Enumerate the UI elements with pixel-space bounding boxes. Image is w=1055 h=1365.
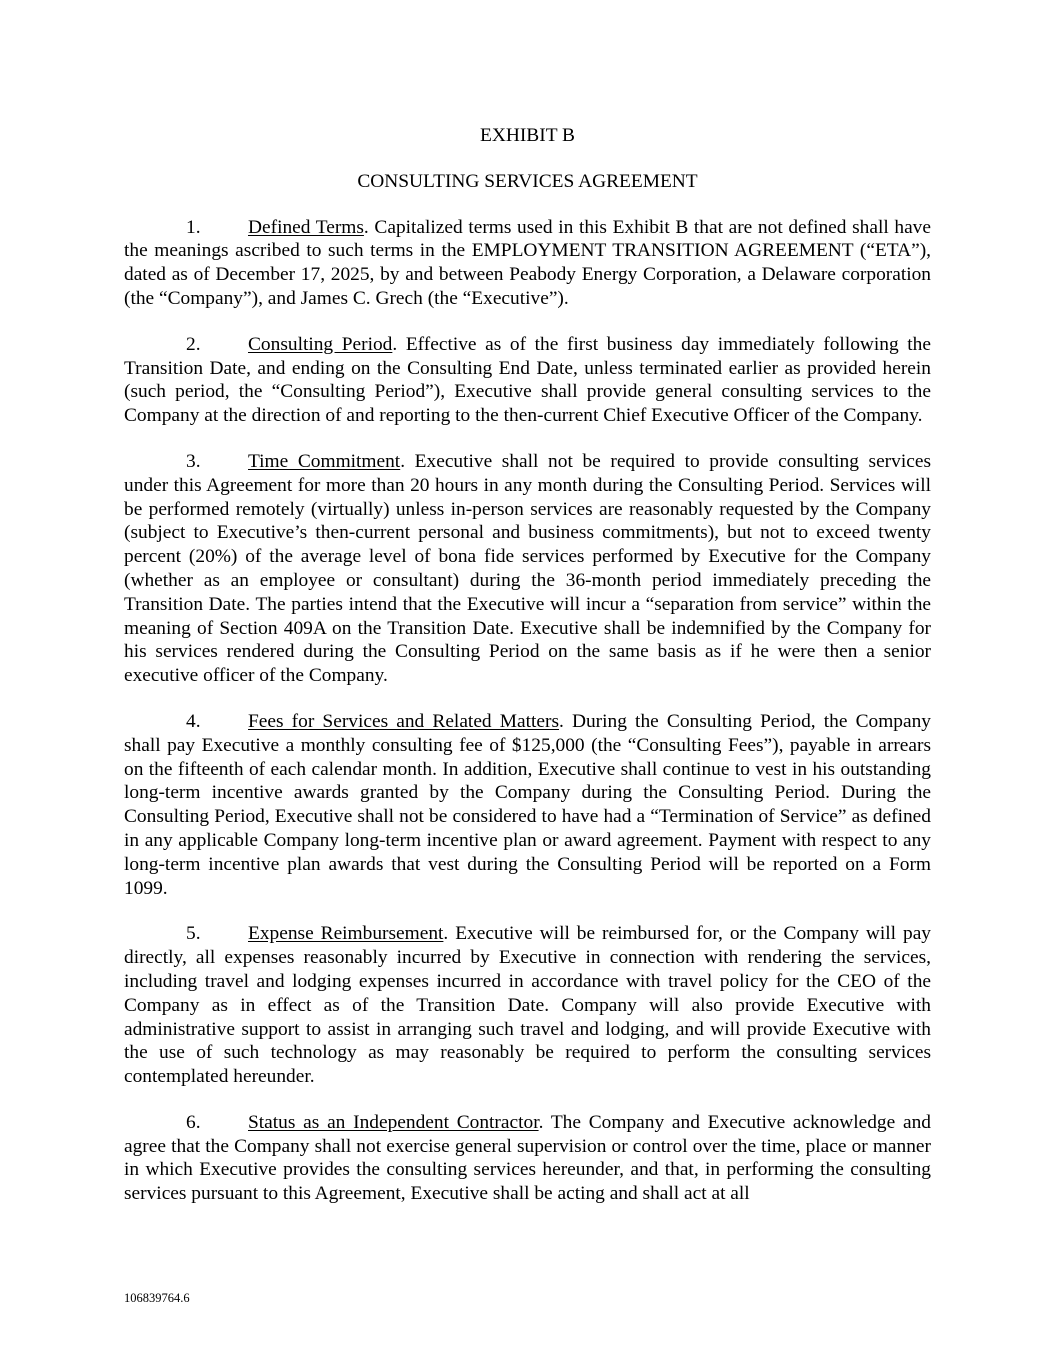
section-6	[124, 1111, 931, 1206]
exhibit-heading: EXHIBIT B	[480, 125, 575, 146]
section-text: . Executive shall not be required to provide consulting services under this Agreement for more than 20 hours in any month during the Consulting Period. Services will be performed remotely (virtually) unless in-person services are reasonably requested by the Company (subject to Executive’s then-current personal and business commitments), but not to exceed twenty percent (20%) of the average level of bona fide services performed by Executive for the Company (whether as an employee or consultant) during the 36-month period immediately preceding the Transition Date. The parties intend that the Executive will incur a “separation from service” within the meaning of Section 409A on the Transition Date. Executive shall be indemnified by the Company for his services rendered during the Consulting Period on the same basis as if he were then a senior executive officer of the Company.	[124, 450, 931, 687]
section-2	[124, 333, 931, 428]
document-page	[124, 120, 931, 1206]
section-text: . The Company and Executive acknowledge and agree that the Company shall not exercise general supervision or control over the time, place or manner in which Executive provides the consulting services hereunder, and that, in performing the consulting services pursuant to this Agreement, Executive shall be acting and shall act at all	[124, 1111, 931, 1205]
section-5	[124, 922, 931, 1089]
section-number: 4.	[186, 710, 201, 732]
section-text: . Capitalized terms used in this Exhibit B that are not defined shall have the meanings ascribed to such terms in the EMPLOYMENT TRANSITION AGREEMENT (“ETA”), dated as of December 17, 2025, by and between Peabody Energy Corporation, a Delaware corporation (the “Company”), and James C. Grech (the “Executive”).	[124, 216, 931, 309]
section-number: 5.	[186, 923, 201, 945]
section-number: 2.	[186, 333, 201, 355]
section-title: Defined Terms	[248, 216, 364, 238]
section-number: 3.	[186, 450, 201, 472]
section-title: Status as an Independent Contractor	[248, 1111, 539, 1133]
section-text: . Executive will be reimbursed for, or the Company will pay directly, all expenses reasonably incurred by Executive in connection with rendering the services, including travel and lodging expenses incurred in accordance with travel policy for the CEO of the Company as in effect as of the Transition Date. Company will also provide Executive with administrative support to assist in arranging such travel and lodging, and will provide Executive with the use of such technology as may reasonably be required to perform the consulting services contemplated hereunder.	[124, 923, 931, 1088]
section-number: 6.	[186, 1111, 201, 1133]
section-4	[124, 710, 931, 900]
document-id: 106839764.6	[124, 1291, 190, 1305]
section-number: 1.	[186, 216, 201, 238]
section-title: Expense Reimbursement	[248, 923, 444, 945]
section-1	[124, 216, 931, 311]
section-3	[124, 450, 931, 688]
section-title: Fees for Services and Related Matters	[248, 710, 559, 732]
section-text: . During the Consulting Period, the Company shall pay Executive a monthly consulting fee of $125,000 (the “Consulting Fees”), payable in arrears on the fifteenth of each calendar month. In addition, Executive shall continue to vest in his outstanding long-term incentive awards granted by the Company during the Consulting Period. During the Consulting Period, Executive shall not be considered to have had a “Termination of Service” as defined in any applicable Company long-term incentive plan or award agreement. Payment with respect to any long-term incentive plan awards that vest during the Consulting Period will be reported on a Form 1099.	[124, 710, 931, 899]
section-title: Time Commitment	[248, 450, 401, 472]
section-text: . Effective as of the first business day immediately following the Transition Date, and ending on the Consulting End Date, unless terminated earlier as provided herein (such period, the “Consulting Period”), Executive shall provide general consulting services to the Company at the direction of and reporting to the then-current Chief Executive Officer of the Company.	[124, 333, 931, 427]
agreement-title: CONSULTING SERVICES AGREEMENT	[357, 170, 698, 192]
section-title: Consulting Period	[248, 333, 393, 355]
